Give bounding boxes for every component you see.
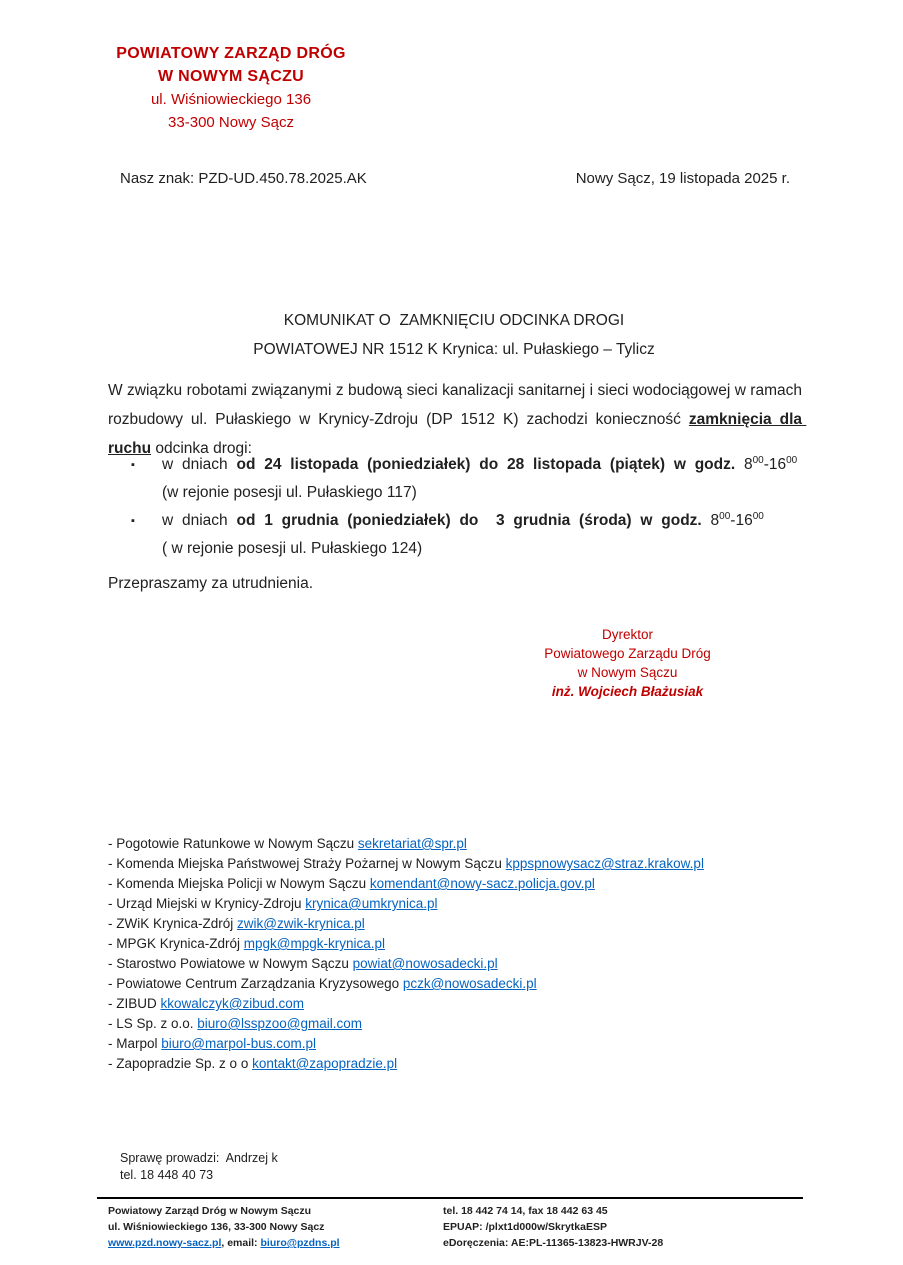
signature-block	[520, 625, 735, 701]
signature-org-line1: Powiatowego Zarządu Dróg	[544, 646, 711, 661]
footer-epuap: EPUAP: /plxt1d000w/SkrytkaESP	[443, 1221, 607, 1233]
square-bullet-icon: ▪	[131, 459, 135, 471]
signature-role: Dyrektor	[601, 627, 653, 642]
org-address-city: 33-300 Nowy Sącz	[168, 114, 294, 131]
footer-website-link[interactable]: www.pzd.nowy-sacz.pl	[108, 1237, 222, 1249]
recipient-email-link[interactable]: pczk@nowosadecki.pl	[402, 976, 537, 991]
footer-right-column	[443, 1203, 803, 1251]
footer-email-link[interactable]: biuro@pzdns.pl	[260, 1237, 340, 1249]
signature-name: inż. Wojciech Błażusiak	[551, 684, 704, 699]
distribution-item	[108, 874, 704, 894]
recipient-email-link[interactable]: zwik@zwik-krynica.pl	[237, 916, 365, 931]
bullet1-time-hour2: -16	[763, 456, 787, 473]
intro-paragraph	[108, 376, 807, 463]
list-item	[131, 507, 802, 563]
closure-list	[131, 451, 802, 563]
recipient-email-link[interactable]: sekretariat@spr.pl	[357, 836, 467, 851]
distribution-item	[108, 834, 704, 854]
intro-emphasis: zamknięcia dla ruchu	[108, 411, 807, 457]
distribution-item	[108, 1034, 704, 1054]
bullet1-location: (w rejonie posesji ul. Pułaskiego 117)	[162, 484, 417, 501]
bullet1-time-sup2: 00	[786, 454, 798, 466]
distribution-item	[108, 1054, 704, 1074]
bullet1-time-hour1: 8	[743, 456, 753, 473]
recipient-name: - Starostwo Powiatowe w Nowym Sączu	[108, 956, 353, 971]
bullet1-dates: od 24 listopada (poniedziałek) do 28 listopada (piątek) w godz.	[236, 456, 744, 473]
footer-links-line	[108, 1235, 443, 1251]
distribution-item	[108, 894, 704, 914]
recipient-name: - Komenda Miejska Państwowej Straży Pożarnej w Nowym Sączu	[108, 856, 506, 871]
distribution-item	[108, 1014, 704, 1034]
recipient-name: - Marpol	[108, 1036, 162, 1051]
distribution-list	[108, 834, 704, 1074]
distribution-item	[108, 934, 704, 954]
bullet2-time-hour2: -16	[730, 512, 753, 529]
distribution-item	[108, 994, 704, 1014]
case-officer-block	[120, 1150, 278, 1184]
footer-edoreczenia: eDoręczenia: AE:PL-11365-13823-HWRJV-28	[443, 1237, 664, 1249]
apology-line: Przepraszamy za utrudnienia.	[108, 575, 314, 592]
org-name-line1: POWIATOWY ZARZĄD DRÓG	[116, 45, 346, 62]
distribution-item	[108, 914, 704, 934]
footer-left-column	[97, 1203, 443, 1251]
bullet1-time-sup1: 00	[752, 454, 764, 466]
recipient-name: - Powiatowe Centrum Zarządzania Kryzysowego	[108, 976, 403, 991]
footer-org-name: Powiatowy Zarząd Dróg w Nowym Sączu	[108, 1205, 312, 1217]
title-line1: KOMUNIKAT O ZAMKNIĘCIU ODCINKA DROGI	[283, 312, 625, 329]
place-and-date: Nowy Sącz, 19 listopada 2025 r.	[575, 170, 790, 187]
bullet2-prefix: w dniach	[162, 512, 237, 529]
case-officer-name: Sprawę prowadzi: Andrzej k	[120, 1151, 278, 1165]
org-name-line2: W NOWYM SĄCZU	[157, 68, 305, 85]
bullet2-time-hour1: 8	[710, 512, 720, 529]
footer-org-address: ul. Wiśniowieckiego 136, 33-300 Nowy Sącz	[108, 1221, 325, 1233]
recipient-email-link[interactable]: komendant@nowy-sacz.policja.gov.pl	[369, 876, 595, 891]
intro-text: W związku robotami związanymi z budową sieci kanalizacji sanitarnej i sieci wodociągowej w ramach rozbudowy ul. Pułaskiego w Krynicy-Zdroju (DP 1512 K) zachodzi konieczność	[108, 382, 802, 428]
distribution-item	[108, 974, 704, 994]
bullet2-time-sup2: 00	[752, 510, 764, 522]
recipient-name: - MPGK Krynica-Zdrój	[108, 936, 244, 951]
bullet2-location: ( w rejonie posesji ul. Pułaskiego 124)	[162, 540, 423, 557]
reference-number: Nasz znak: PZD-UD.450.78.2025.AK	[120, 170, 367, 187]
letterhead	[106, 42, 356, 134]
distribution-item	[108, 854, 704, 874]
list-item	[131, 451, 802, 507]
bullet1-prefix: w dniach	[162, 456, 237, 473]
recipient-name: - ZIBUD	[108, 996, 161, 1011]
bullet2-time-sup1: 00	[719, 510, 731, 522]
recipient-name: - ZWiK Krynica-Zdrój	[108, 916, 238, 931]
title-line2: POWIATOWEJ NR 1512 K Krynica: ul. Pułaskiego – Tylicz	[253, 341, 655, 358]
recipient-email-link[interactable]: biuro@marpol-bus.com.pl	[161, 1036, 317, 1051]
recipient-name: - LS Sp. z o.o.	[108, 1016, 198, 1031]
closure-period-2	[162, 507, 764, 563]
recipient-email-link[interactable]: biuro@lsspzoo@gmail.com	[197, 1016, 363, 1031]
recipient-name: - Komenda Miejska Policji w Nowym Sączu	[108, 876, 370, 891]
recipient-name: - Zapopradzie Sp. z o o	[108, 1056, 253, 1071]
case-officer-phone: tel. 18 448 40 73	[120, 1168, 214, 1182]
bullet2-dates: od 1 grudnia (poniedziałek) do 3 grudnia (środa) w godz.	[236, 512, 711, 529]
square-bullet-icon: ▪	[131, 515, 135, 527]
intro-tail: odcinka drogi:	[151, 440, 252, 457]
document-title	[104, 306, 804, 364]
recipient-name: - Pogotowie Ratunkowe w Nowym Sączu	[108, 836, 358, 851]
recipient-email-link[interactable]: krynica@umkrynica.pl	[305, 896, 438, 911]
signature-org-line2: w Nowym Sączu	[577, 665, 678, 680]
recipient-email-link[interactable]: mpgk@mpgk-krynica.pl	[243, 936, 386, 951]
footer-phone-fax: tel. 18 442 74 14, fax 18 442 63 45	[443, 1205, 608, 1217]
footer-email-label: , email:	[221, 1237, 261, 1249]
recipient-name: - Urząd Miejski w Krynicy-Zdroju	[108, 896, 306, 911]
recipient-email-link[interactable]: kkowalczyk@zibud.com	[160, 996, 304, 1011]
reference-row	[120, 170, 790, 187]
distribution-item	[108, 954, 704, 974]
recipient-email-link[interactable]: powiat@nowosadecki.pl	[352, 956, 498, 971]
org-address-street: ul. Wiśniowieckiego 136	[150, 91, 312, 108]
closure-period-1	[162, 451, 797, 507]
recipient-email-link[interactable]: kontakt@zapopradzie.pl	[252, 1056, 398, 1071]
recipient-email-link[interactable]: kppspnowysacz@straz.krakow.pl	[505, 856, 704, 871]
footer	[97, 1197, 803, 1251]
